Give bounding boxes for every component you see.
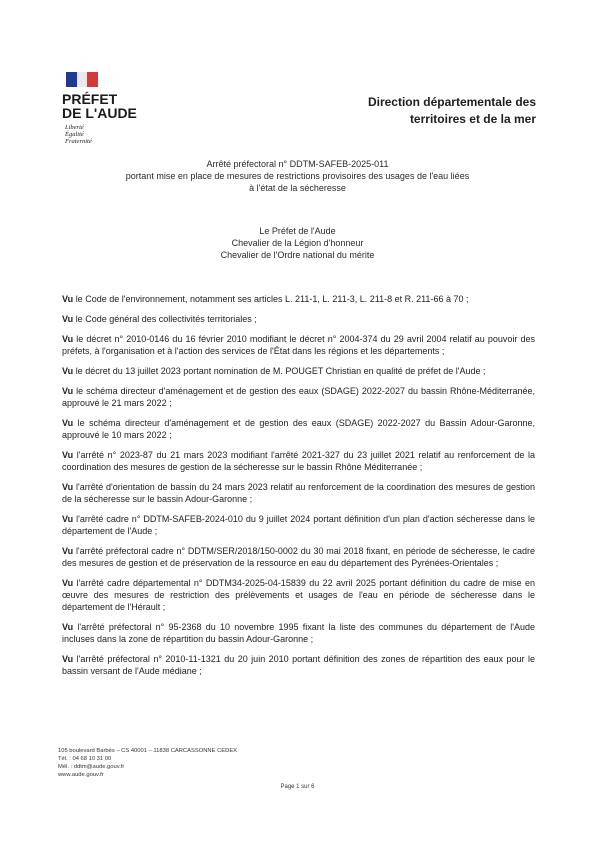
authority-line-1: Le Préfet de l'Aude bbox=[259, 226, 336, 236]
republic-motto bbox=[65, 124, 92, 145]
logo-line-1: PRÉFET bbox=[62, 91, 118, 107]
visa-lead: Vu bbox=[62, 366, 74, 376]
visa-lead: Vu bbox=[62, 482, 74, 492]
visa-item bbox=[62, 333, 535, 357]
visa-item bbox=[62, 545, 535, 569]
visa-lead: Vu bbox=[62, 386, 74, 396]
visa-lead: Vu bbox=[62, 578, 74, 588]
visa-item bbox=[62, 417, 535, 441]
visa-item bbox=[62, 621, 535, 645]
marianne-flag-icon bbox=[66, 72, 98, 87]
visa-text: l'arrêté d'orientation de bassin du 24 mars 2023 relatif au renforcement de la coordination des mesures de gestion de la sécheresse sur le bassin Adour-Garonne ; bbox=[62, 482, 535, 504]
visa-lead: Vu bbox=[62, 314, 74, 324]
service-line-2: territoires et de la mer bbox=[409, 112, 536, 126]
visa-text: le décret du 13 juillet 2023 portant nomination de M. POUGET Christian en qualité de préfet de l'Aude ; bbox=[75, 366, 486, 376]
motto-fraternite: Fraternité bbox=[65, 138, 92, 145]
footer-contact bbox=[58, 747, 237, 779]
visa-text: l'arrêté cadre départemental n° DDTM34-2025-04-15839 du 22 avril 2025 portant définition du cadre de mise en œuvre des mesures de restriction des prélèvements et usages de l'eau en période de sécheresse dans le département de l'Hérault ; bbox=[62, 578, 535, 612]
footer-web: www.aude.gouv.fr bbox=[58, 772, 104, 778]
visa-lead: Vu bbox=[62, 450, 74, 460]
page-number: Page 1 sur 6 bbox=[280, 784, 315, 790]
visa-text: l'arrêté préfectoral cadre n° DDTM/SER/2018/150-0002 du 30 mai 2018 fixant, en période de sécheresse, le cadre des mesures de gestion et de préservation de la ressource en eau du département des Pyrénées-Orientales ; bbox=[62, 546, 535, 568]
visa-text: l'arrêté préfectoral n° 2010-11-1321 du 20 juin 2010 portant définition des zones de répartition des eaux pour le bassin versant de l'Aude médiane ; bbox=[62, 654, 535, 676]
visa-item bbox=[62, 385, 535, 409]
logo-line-2: DE L'AUDE bbox=[62, 105, 137, 121]
decree-title-line-3: à l'état de la sécheresse bbox=[249, 183, 346, 193]
motto-liberte: Liberté bbox=[65, 124, 84, 131]
footer-address: 105 boulevard Barbès – CS 40001 – 11838 CARCASSONNE CEDEX bbox=[58, 748, 238, 754]
visa-text: le schéma directeur d'aménagement et de gestion des eaux (SDAGE) 2022-2027 du bassin Rhône-Méditerranée, approuvé le 21 mars 2022 ; bbox=[62, 386, 535, 408]
visa-item bbox=[62, 577, 535, 613]
decree-title bbox=[0, 158, 595, 194]
visa-item bbox=[62, 313, 535, 325]
visa-lead: Vu bbox=[62, 514, 74, 524]
visa-text: l'arrêté préfectoral n° 95-2368 du 10 novembre 1995 fixant la liste des communes du département de l'Aude incluses dans la zone de répartition du bassin Adour-Garonne ; bbox=[62, 622, 535, 644]
visa-text: l'arrêté n° 2023-87 du 21 mars 2023 modifiant l'arrêté 2021-327 du 23 juillet 2021 relatif au renforcement de la coordination des mesures de gestion de la sécheresse sur le bassin Rhône Méditerranée ; bbox=[62, 450, 535, 472]
visa-lead: Vu bbox=[62, 294, 74, 304]
decree-title-line-2: portant mise en place de mesures de restrictions provisoires des usages de l'eau liées bbox=[125, 171, 470, 181]
visa-lead: Vu bbox=[62, 334, 74, 344]
decree-title-line-1: Arrêté préfectoral n° DDTM-SAFEB-2025-011 bbox=[206, 159, 389, 169]
visas-list bbox=[62, 293, 535, 685]
visa-item bbox=[62, 653, 535, 677]
visa-item bbox=[62, 449, 535, 473]
service-line-1: Direction départementale des bbox=[367, 95, 536, 109]
visa-text: le Code général des collectivités territoriales ; bbox=[75, 314, 257, 324]
visa-item bbox=[62, 513, 535, 537]
authority-block bbox=[0, 225, 595, 261]
visa-text: le schéma directeur d'aménagement et de gestion des eaux (SDAGE) 2022-2027 du Bassin Adour-Garonne, approuvé le 10 mars 2022 ; bbox=[62, 418, 535, 440]
visa-text: le décret n° 2010-0146 du 16 février 2010 modifiant le décret n° 2004-374 du 29 avril 2004 relatif au pouvoir des préfets, à l'organisation et à l'action des services de l'État dans les régions et les départements ; bbox=[62, 334, 535, 356]
visa-lead: Vu bbox=[62, 622, 74, 632]
footer-phone: Tél. : 04 68 10 31 00 bbox=[58, 756, 112, 762]
visa-lead: Vu bbox=[62, 418, 74, 428]
authority-line-3: Chevalier de l'Ordre national du mérite bbox=[220, 250, 375, 260]
visa-lead: Vu bbox=[62, 546, 74, 556]
visa-lead: Vu bbox=[62, 654, 74, 664]
visa-text: l'arrêté cadre n° DDTM-SAFEB-2024-010 du 9 juillet 2024 portant définition d'un plan d'action sécheresse dans le département de l'Aude ; bbox=[62, 514, 535, 536]
service-name bbox=[368, 94, 536, 128]
visa-item bbox=[62, 481, 535, 505]
footer-mail: Mél. : ddtm@aude.gouv.fr bbox=[58, 764, 125, 770]
authority-line-2: Chevalier de la Légion d'honneur bbox=[231, 238, 364, 248]
visa-item bbox=[62, 293, 535, 305]
visa-text: le Code de l'environnement, notamment ses articles L. 211-1, L. 211-3, L. 211-8 et R. 211-66 à 70 ; bbox=[75, 294, 469, 304]
logo-title bbox=[62, 92, 137, 120]
motto-egalite: Égalité bbox=[65, 131, 84, 138]
visa-item bbox=[62, 365, 535, 377]
